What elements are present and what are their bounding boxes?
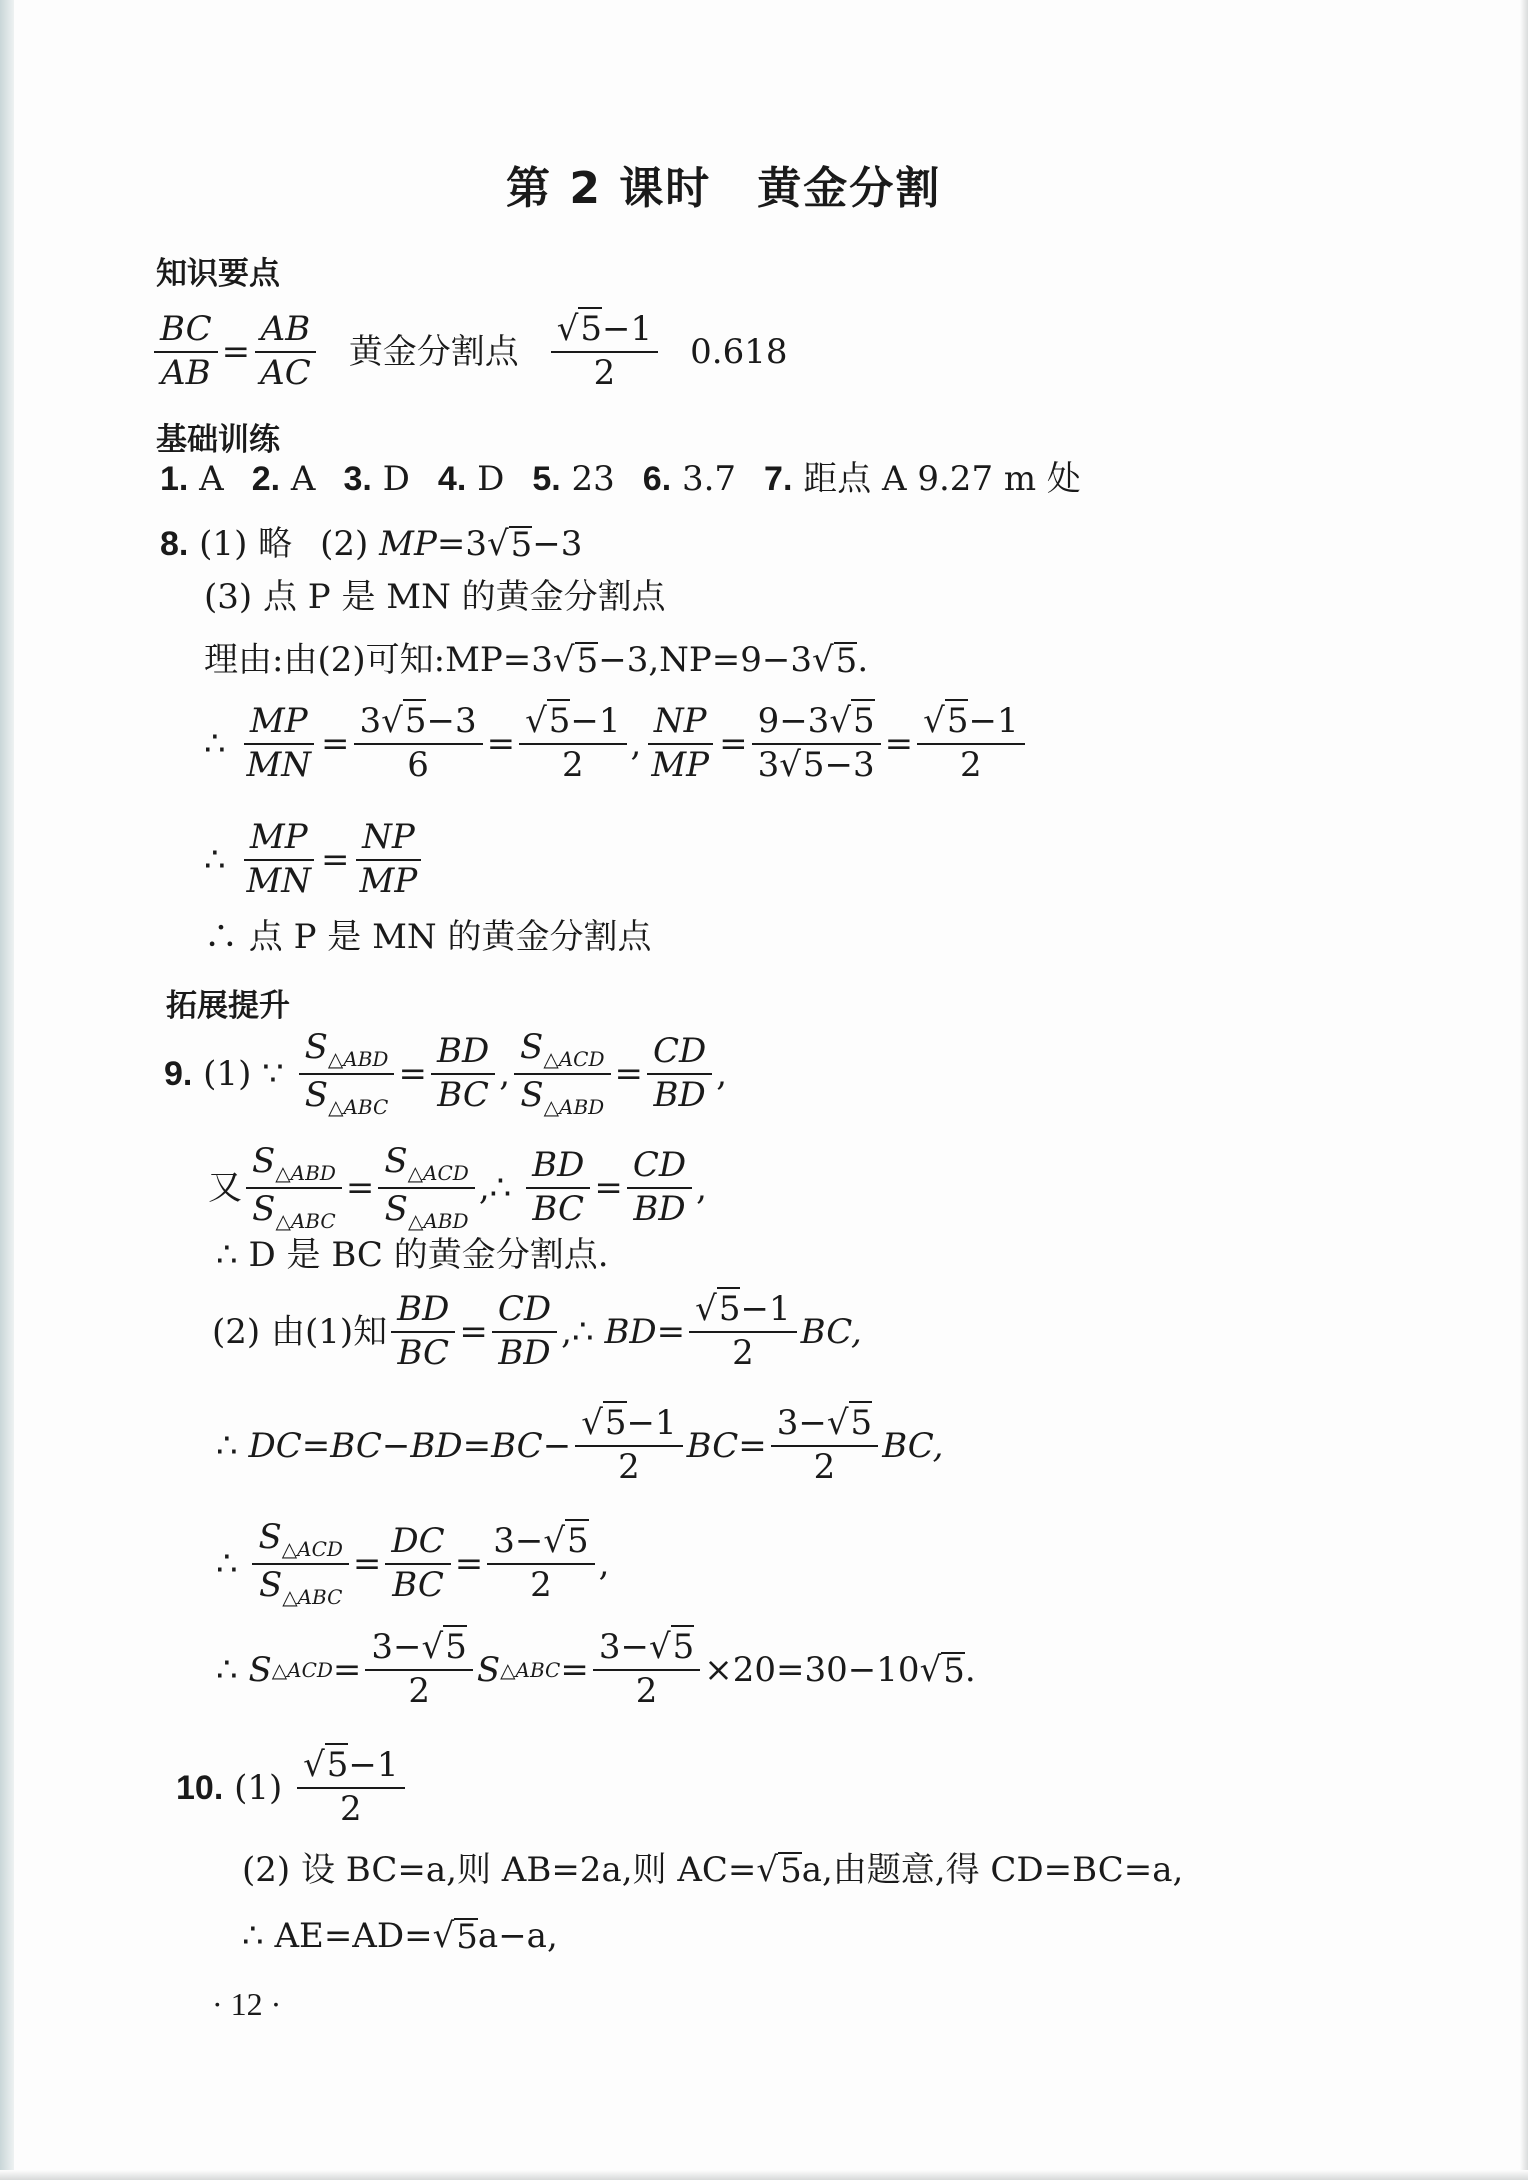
page-left-edge [0, 0, 14, 2180]
section-heading-knowledge: 知识要点 [156, 256, 280, 292]
basic-answers-line: 1. A 2. A 3. D 4. D 5. 23 6. 3.7 7. 距点 A 9.27 m 处 [160, 459, 1081, 499]
q9-line1: 9. (1) ∵ $\frac{S_{\triangle ABD}}{S_{\triangle ABC}}$ = $\frac{BD}{BC}$ , $\frac{S_{\triangle ACD}}{S_{\triangle ABD}}$ = $\frac{CD}{BD}$ , [164, 1027, 728, 1119]
fraction-bc-ab: $\frac{BC}{AB}$ [154, 312, 218, 391]
q9-part2-line: (2) 由(1)知 $\frac{BD}{BC}$ = $\frac{CD}{BD}$ , ∴ BD= $\frac{√5-1}{2}$ BC, [212, 1289, 862, 1373]
q9-dc-line: ∴ DC=BC−BD=BC− $\frac{√5-1}{2}$ BC= $\frac{3-√5}{2}$ BC, [216, 1403, 944, 1487]
golden-ratio-value: 0.618 [690, 331, 788, 372]
q9-line3: ∴ D 是 BC 的黄金分割点. [216, 1235, 609, 1275]
page-right-edge [1520, 0, 1528, 2180]
golden-section-point-term: 黄金分割点 [348, 331, 519, 372]
q10-part2: (2) 设 BC=a,则 AB=2a,则 AC= √ 5 a,由题意,得 CD=BC=a, [242, 1850, 1184, 1891]
q9-area-result-line: ∴ S △ACD = $\frac{3-√5}{2}$ S △ABC = $\frac{3-√5}{2}$ ×20=30−10 √ 5 . [216, 1627, 976, 1711]
page-title: 第 2 课时 黄金分割 [506, 163, 942, 214]
q8-reason: 理由:由(2)可知:MP=3 √ 5 −3,NP=9−3 √ 5 . [204, 640, 869, 681]
q8-equal-ratio-line: ∴ $\frac{MP}{MN}$ = $\frac{NP}{MP}$ [204, 820, 427, 899]
knowledge-line: $\frac{BC}{AB}$ = $\frac{AB}{AC}$ 黄金分割点 $\frac{√5-1}{2}$ 0.618 [150, 312, 788, 391]
fraction-golden-ratio: $\frac{√5-1}{2}$ [551, 312, 658, 391]
q8-part3: (3) 点 P 是 MN 的黄金分割点 [204, 577, 666, 617]
q9-area-ratio-line: ∴ $\frac{S_{\triangle ACD}}{S_{\triangle ABC}}$ = $\frac{DC}{BC}$ = $\frac{3-√5}{2}$ , [216, 1517, 610, 1609]
q8-ratio-line: ∴ $\frac{MP}{MN}$ = $\frac{3√5-3}{6}$ = $\frac{√5-1}{2}$ , $\frac{NP}{MP}$ = $\frac{9-3√5}{3√5-3}$ = $\frac{√5-1}{2}$ [204, 704, 1029, 783]
q9-line2: 又 $\frac{S_{\triangle ABD}}{S_{\triangle ABC}}$ = $\frac{S_{\triangle ACD}}{S_{\triangle ABD}}$ , ∴ $\frac{BD}{BC}$ = $\frac{CD}{BD}$ , [208, 1141, 707, 1233]
q10-line3: ∴ AE=AD= √ 5 a−a, [242, 1916, 558, 1957]
page-bottom-edge [0, 2170, 1528, 2180]
page-number: · 12 · [212, 1986, 282, 2022]
q8-conclusion: ∴ 点 P 是 MN 的黄金分割点 [204, 917, 652, 957]
fraction-ab-ac: $\frac{AB}{AC}$ [254, 312, 317, 391]
q10-line1: 10. (1) $\frac{√5-1}{2}$ [176, 1748, 409, 1827]
section-heading-extend: 拓展提升 [166, 988, 290, 1024]
section-heading-basic: 基础训练 [156, 422, 280, 458]
q8-line1: 8. (1) 略 (2) MP =3 √ 5 −3 [160, 524, 583, 565]
